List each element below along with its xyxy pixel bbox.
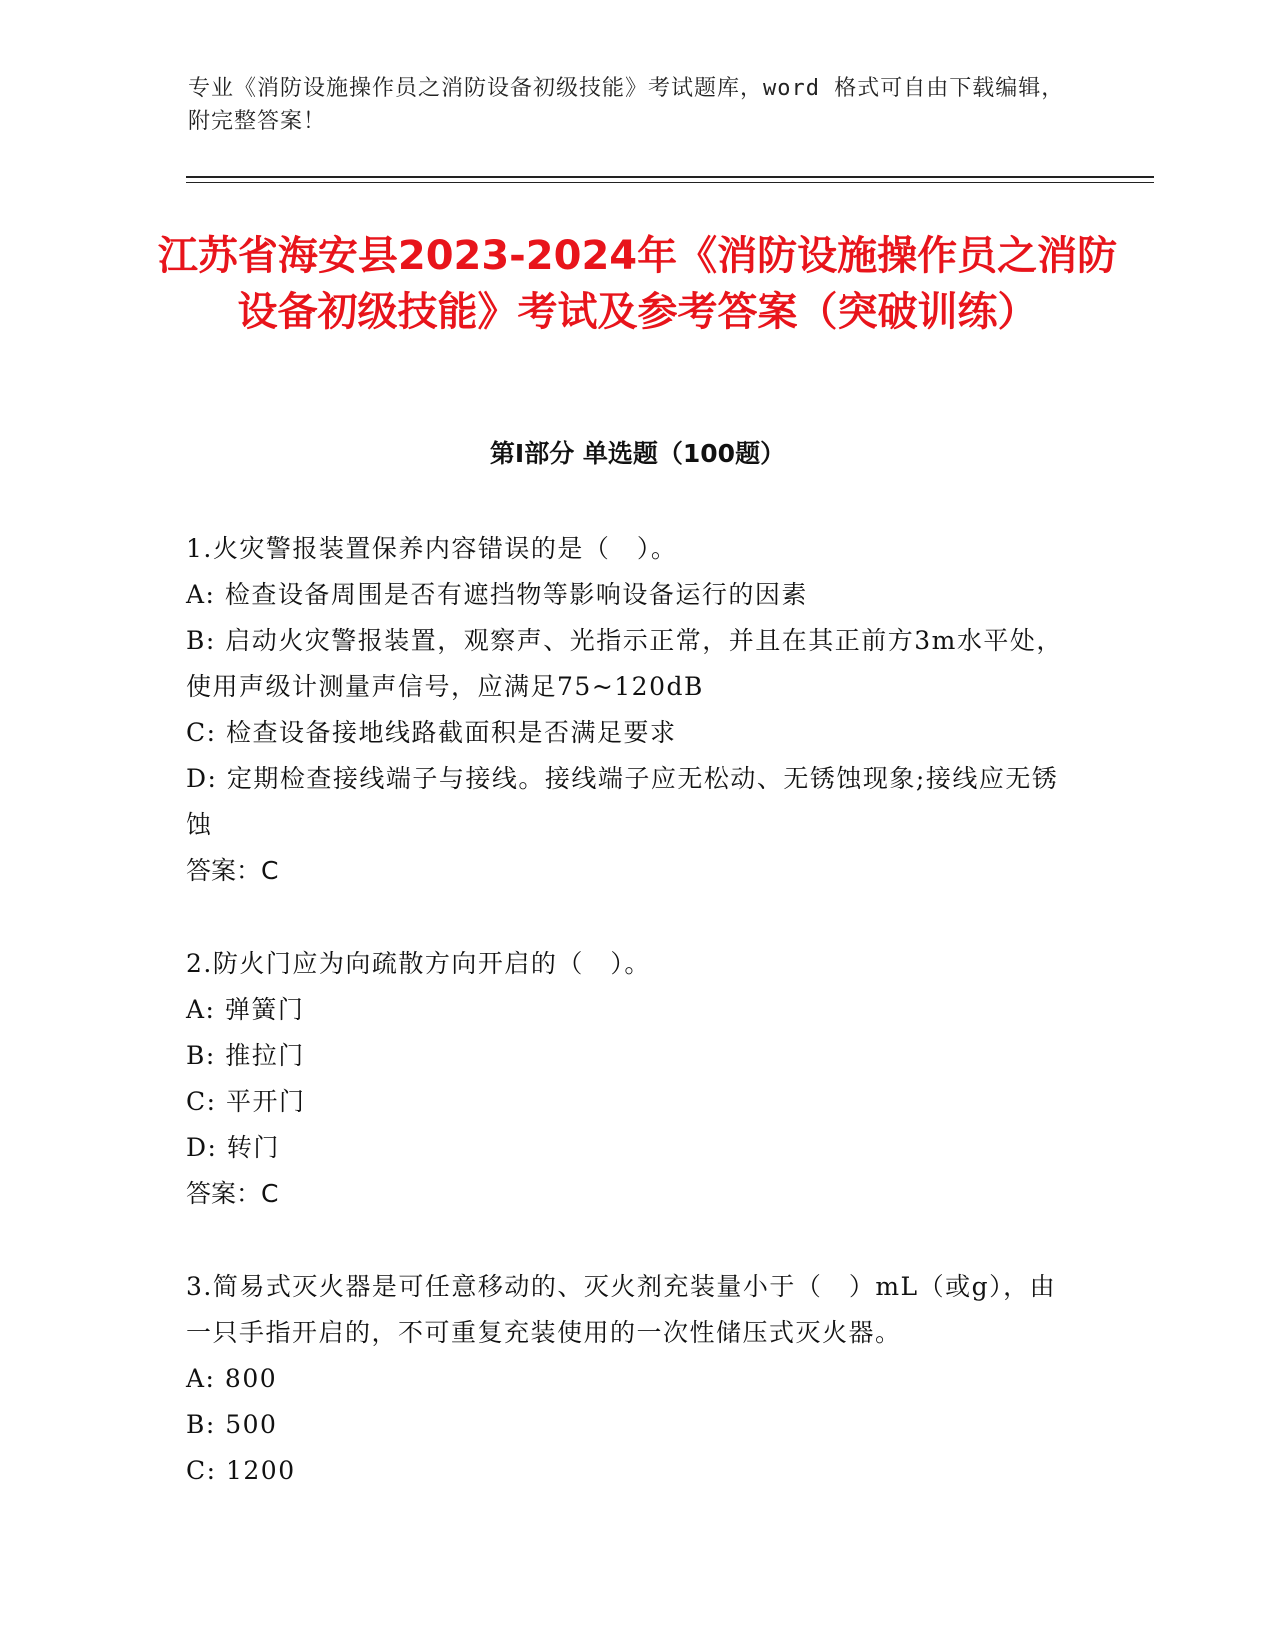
header-note: 专业《消防设施操作员之消防设备初级技能》考试题库，word 格式可自由下载编辑，附完整答案！ — [188, 76, 1065, 134]
option-c: C: 平开门 — [186, 1087, 306, 1116]
option-a: A: 弹簧门 — [186, 995, 305, 1024]
option-a: A: 检查设备周围是否有遮挡物等影响设备运行的因素 — [186, 580, 808, 609]
option-b: B: 推拉门 — [186, 1041, 305, 1070]
option-c: C: 1200 — [186, 1456, 296, 1485]
question-stem: 3.简易式灭火器是可任意移动的、灭火剂充装量小于（ ）mL（或g），由一只手指开启的，不可重复充装使用的一次性储压式灭火器。 — [186, 1272, 1057, 1347]
question-item — [186, 1264, 1066, 1494]
answer-line: 答案：C — [186, 856, 279, 885]
header-divider-thin — [186, 182, 1154, 183]
question-item — [186, 941, 1066, 1217]
option-d: D: 定期检查接线端子与接线。接线端子应无松动、无锈蚀现象;接线应无锈蚀 — [186, 764, 1059, 839]
header-divider-thick — [186, 176, 1154, 178]
option-b: B: 启动火灾警报装置，观察声、光指示正常，并且在其正前方3m水平处，使用声级计测量声信号，应满足75~120dB — [186, 626, 1063, 701]
question-list — [186, 526, 1066, 1541]
answer-line: 答案：C — [186, 1179, 279, 1208]
question-stem: 1.火灾警报装置保养内容错误的是（ ）。 — [186, 534, 678, 563]
option-a: A: 800 — [186, 1364, 278, 1393]
option-d: D: 转门 — [186, 1133, 280, 1162]
option-b: B: 500 — [186, 1410, 278, 1439]
question-stem: 2.防火门应为向疏散方向开启的（ ）。 — [186, 949, 651, 978]
document-title: 江苏省海安县2023-2024年《消防设施操作员之消防设备初级技能》考试及参考答案（突破训练） — [157, 233, 1118, 335]
option-c: C: 检查设备接地线路截面积是否满足要求 — [186, 718, 677, 747]
section-heading: 第Ⅰ部分 单选题（100题） — [489, 439, 786, 468]
question-item — [186, 526, 1066, 894]
